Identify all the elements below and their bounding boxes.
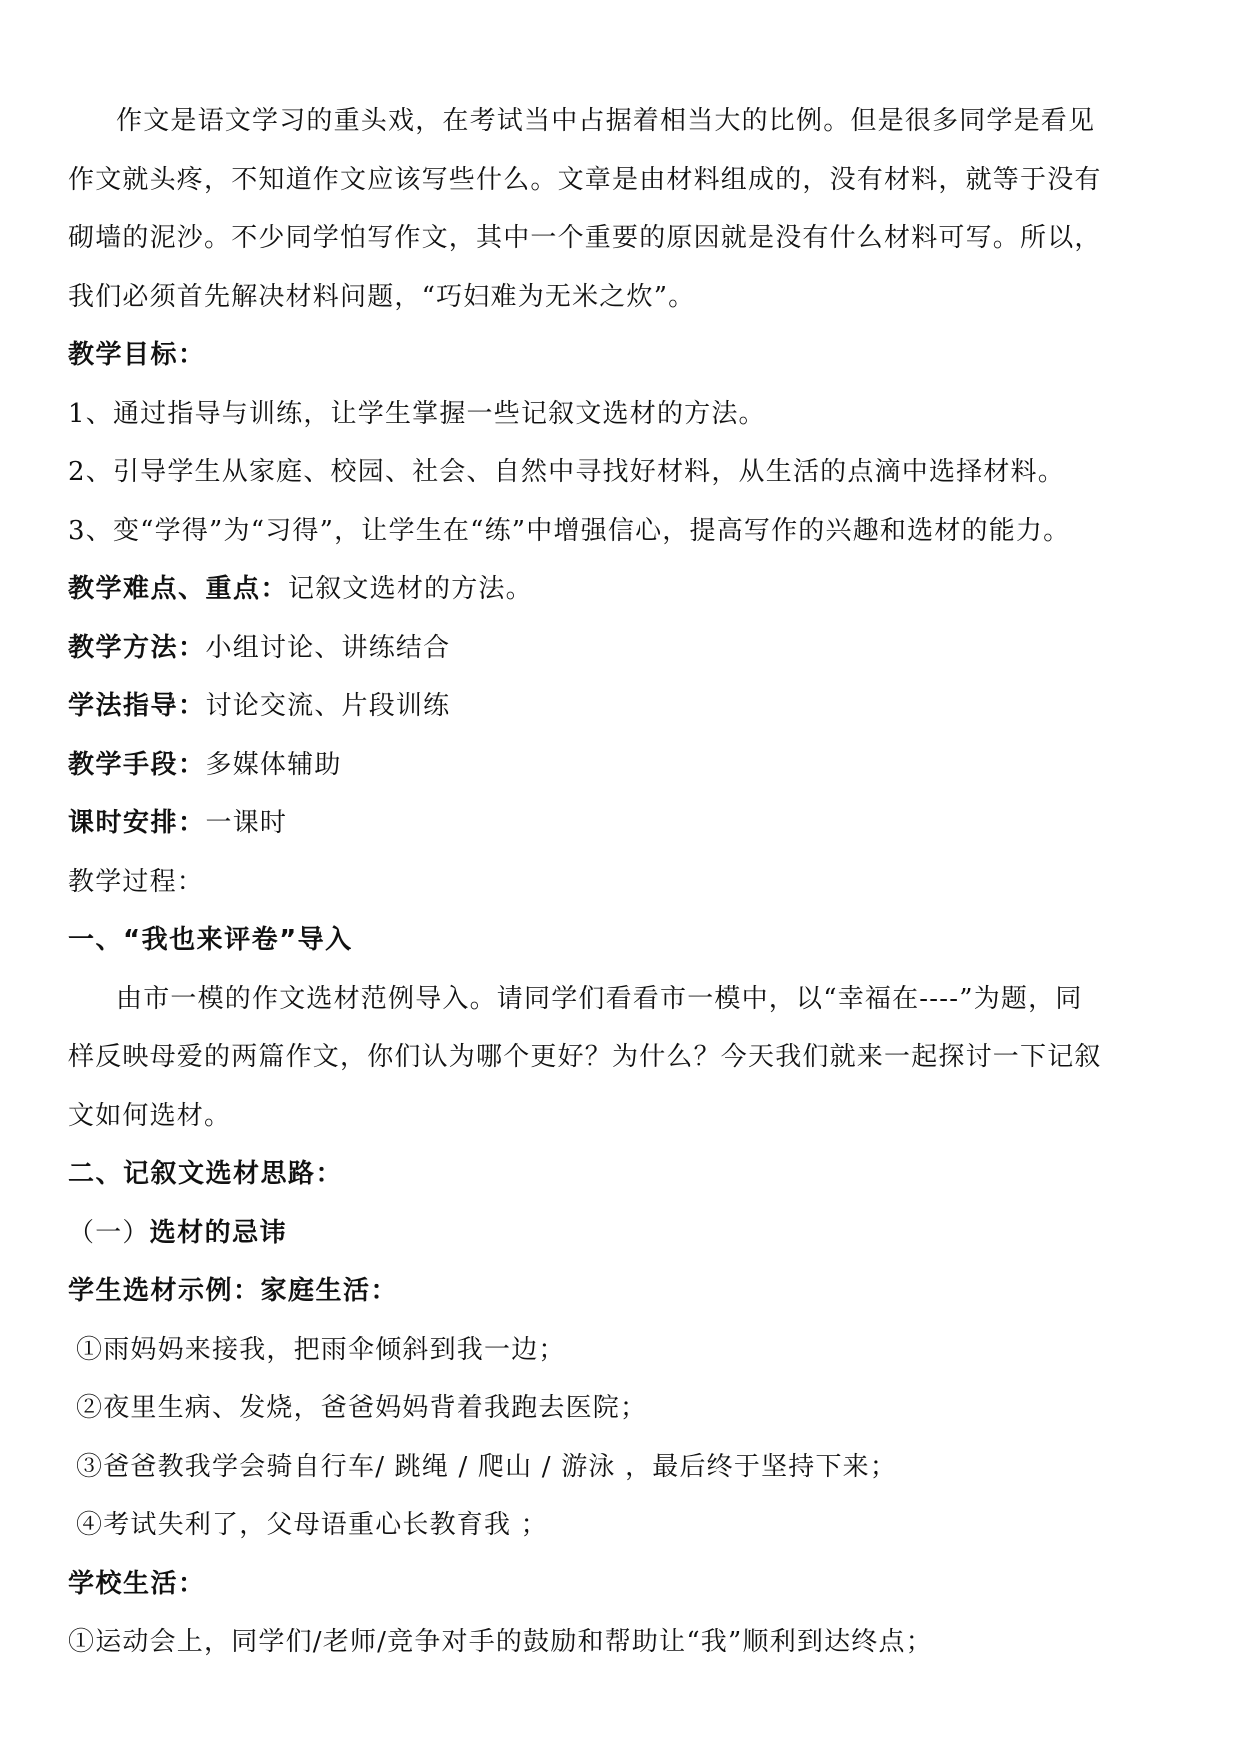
meta-schedule <box>68 794 1188 853</box>
section2-heading: 二、记叙文选材思路： <box>68 1159 344 1189</box>
section2-sub-prefix: （一） <box>68 1217 150 1248</box>
meta-difficulty-value: 记叙文选材的方法。 <box>288 574 533 604</box>
family-item-3: ③爸爸教我学会骑自行车/ 跳绳 / 爬山 / 游泳 ，最后终于坚持下来； <box>76 1451 898 1482</box>
intro-line-1: 作文是语文学习的重头戏，在考试当中占据着相当大的比例。但是很多同学是看见 <box>116 106 1096 136</box>
meta-schedule-label: 课时安排： <box>68 808 206 838</box>
meta-method <box>68 619 1188 678</box>
family-item-1: ①雨妈妈来接我，把雨伞倾斜到我一边； <box>76 1334 566 1365</box>
meta-guidance-label: 学法指导： <box>68 691 206 721</box>
section1-body-3: 文如何选材。 <box>68 1100 232 1131</box>
intro-line-3: 砌墙的泥沙。不少同学怕写作文，其中一个重要的原因就是没有什么材料可写。所以， <box>68 223 1102 253</box>
objectives-heading: 教学目标： <box>68 340 206 370</box>
school-item-1: ①运动会上，同学们/老师/竞争对手的鼓励和帮助让“我”顺利到达终点； <box>68 1627 933 1657</box>
section1-heading: 一、“我也来评卷”导入 <box>68 925 353 955</box>
meta-method-label: 教学方法： <box>68 632 206 663</box>
meta-guidance <box>68 677 1188 736</box>
section2-subheading <box>68 1204 1188 1263</box>
meta-method-value: 小组讨论、讲练结合 <box>205 632 451 663</box>
objective-item-3: 3、变“学得”为“习得”，让学生在“练”中增强信心，提高写作的兴趣和选材的能力。 <box>68 515 1071 546</box>
family-item-2: ②夜里生病、发烧，爸爸妈妈背着我跑去医院； <box>76 1393 648 1423</box>
meta-schedule-value: 一课时 <box>205 808 288 838</box>
meta-difficulty-label: 教学难点、重点： <box>68 574 289 604</box>
section2-sub-title: 选材的忌讳 <box>149 1217 288 1248</box>
school-heading: 学校生活： <box>68 1568 206 1599</box>
meta-means <box>68 736 1188 795</box>
meta-difficulty <box>68 560 1188 619</box>
section1-body-2: 样反映母爱的两篇作文，你们认为哪个更好？为什么？今天我们就来一起探讨一下记叙 <box>68 1042 1102 1072</box>
intro-line-4: 我们必须首先解决材料问题，“巧妇难为无米之炊”。 <box>68 281 696 312</box>
meta-means-label: 教学手段： <box>68 749 206 780</box>
meta-means-value: 多媒体辅助 <box>205 749 342 780</box>
section1-body-1: 由市一模的作文选材范例导入。请同学们看看市一模中，以“幸福在----”为题，同 <box>116 983 1083 1014</box>
meta-guidance-value: 讨论交流、片段训练 <box>205 691 451 721</box>
objective-item-1: 1、通过指导与训练，让学生掌握一些记叙文选材的方法。 <box>68 398 766 429</box>
process-heading: 教学过程： <box>68 866 205 897</box>
family-heading: 学生选材示例：家庭生活： <box>68 1276 399 1306</box>
objective-item-2: 2、引导学生从家庭、校园、社会、自然中寻找好材料，从生活的点滴中选择材料。 <box>68 457 1065 487</box>
intro-line-2: 作文就头疼，不知道作文应该写些什么。文章是由材料组成的，没有材料，就等于没有 <box>68 164 1102 195</box>
document-page <box>68 92 1188 1672</box>
family-item-4: ④考试失利了，父母语重心长教育我 ； <box>76 1510 548 1540</box>
